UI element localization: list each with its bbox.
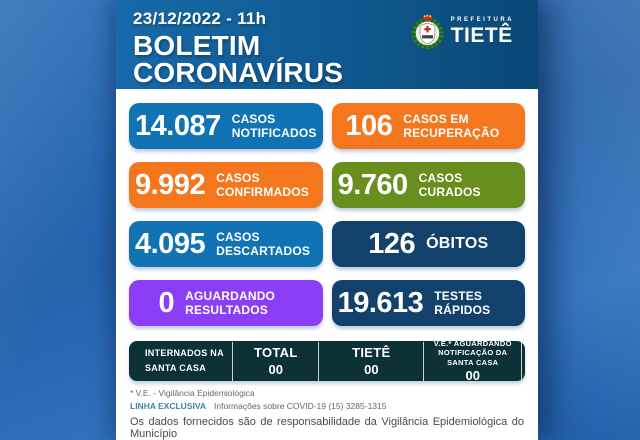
stat-casos-notificados	[129, 103, 323, 149]
stat-obitos	[332, 221, 525, 267]
bulletin-title-line2: CORONAVÍRUS	[133, 57, 344, 88]
stat-label: CASOS NOTIFICADOS	[231, 111, 317, 140]
ve-footnote: * V.E. - Vigilância Epidemiológica	[130, 388, 255, 398]
stats-section	[116, 89, 538, 326]
santa-casa-title: INTERNADOS NA SANTA CASA	[132, 342, 233, 381]
santa-casa-tiete-value: 00	[364, 362, 379, 377]
logo-prefeitura-label: PREFEITURA	[450, 17, 514, 23]
stat-value: 19.613	[337, 286, 424, 319]
stat-value: 9.992	[135, 168, 206, 201]
bulletin-title-line1: BOLETIM	[133, 30, 261, 61]
santa-casa-tiete	[319, 342, 424, 381]
stat-casos-descartados	[129, 221, 323, 267]
stat-value: 0	[158, 286, 175, 319]
hotline-label: LINHA EXCLUSIVA	[130, 401, 207, 411]
prefeitura-tiete-logo	[409, 13, 514, 50]
stat-label: AGUARDANDO RESULTADOS	[185, 288, 276, 317]
stat-value: 126	[368, 227, 416, 260]
logo-tiete-label: TIETÊ	[450, 24, 513, 47]
hotline-row	[130, 401, 524, 411]
stat-label: TESTES RÁPIDOS	[434, 288, 491, 317]
stat-casos-curados	[332, 162, 525, 208]
hotline-info: Informações sobre COVID-19 (15) 3285-1315	[214, 401, 387, 411]
stat-value: 14.087	[135, 109, 221, 142]
stat-label: CASOS CURADOS	[418, 170, 481, 199]
stat-label: CASOS DESCARTADOS	[216, 229, 311, 258]
stat-casos-confirmados	[129, 162, 323, 208]
stats-grid	[129, 103, 525, 326]
stat-value: 9.760	[337, 168, 408, 201]
coat-of-arms-icon	[409, 13, 446, 50]
stat-value: 106	[345, 109, 393, 142]
bulletin-footer	[116, 381, 538, 440]
disclaimer-text: Os dados fornecidos são de responsabilidade da Vigilância Epidemiológica do Município	[130, 416, 524, 440]
stat-testes-rapidos	[332, 280, 525, 326]
bulletin-datetime: 23/12/2022 - 11h	[133, 9, 267, 28]
santa-casa-total	[233, 342, 319, 381]
santa-casa-total-value: 00	[268, 362, 284, 377]
santa-casa-ve-value: 00	[465, 368, 480, 384]
stat-label: CASOS CONFIRMADOS	[216, 170, 309, 199]
stat-aguardando-resultados	[129, 280, 323, 326]
stat-casos-em-recuperacao	[332, 103, 525, 149]
santa-casa-ve-aguardando	[424, 338, 522, 384]
stat-value: 4.095	[135, 227, 206, 260]
santa-casa-tiete-label: TIETÊ	[352, 345, 391, 360]
santa-casa-bar	[129, 338, 525, 384]
stat-label: ÓBITOS	[426, 234, 489, 252]
bulletin-card	[116, 0, 538, 440]
stat-label: CASOS EM RECUPERAÇÃO	[403, 111, 500, 140]
santa-casa-total-label: TOTAL	[253, 345, 298, 360]
santa-casa-ve-label: V.E.* AGUARDANDO NOTIFICAÇÃO DA SANTA CASA	[433, 338, 512, 367]
bulletin-header	[116, 0, 538, 89]
logo-text	[451, 17, 514, 46]
